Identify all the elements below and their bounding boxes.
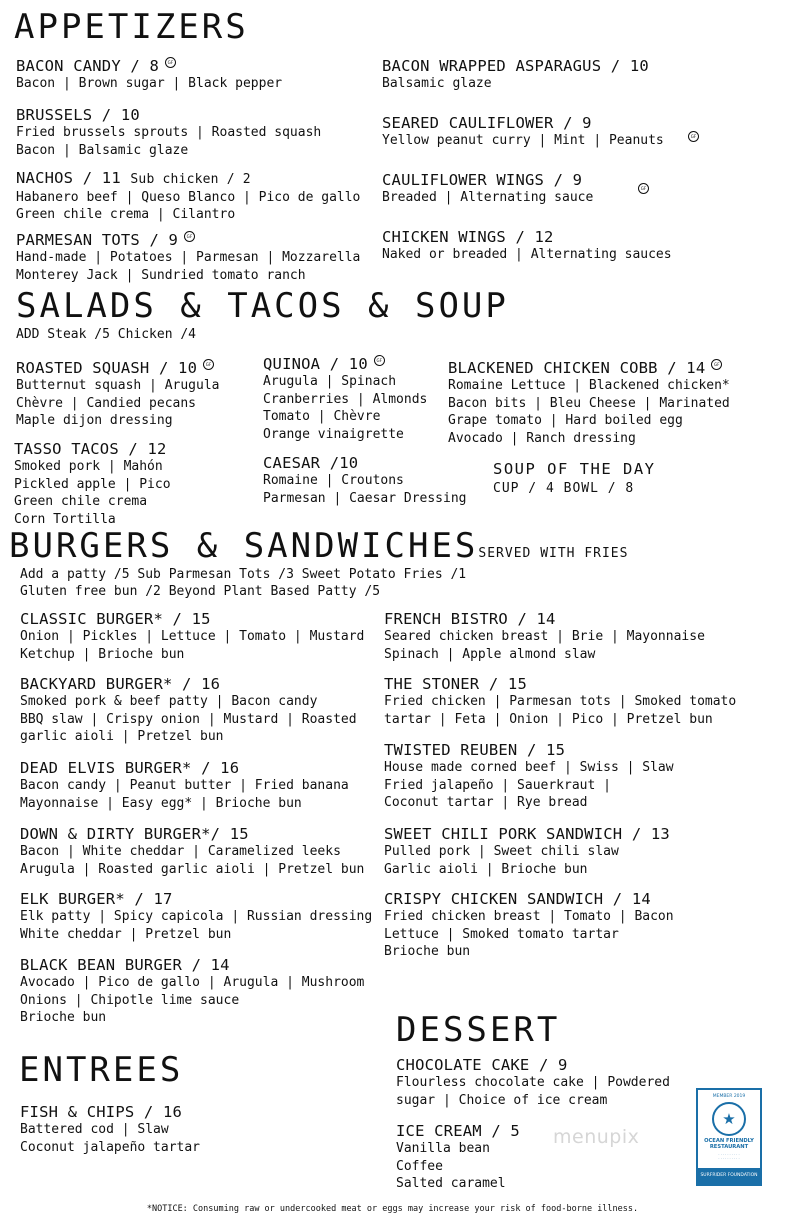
menu-item-roasted-squash	[16, 359, 220, 430]
item-desc: Coffee	[396, 1158, 443, 1174]
item-extra: Sub chicken / 2	[130, 172, 251, 187]
item-desc: Grape tomato | Hard boiled egg	[448, 413, 683, 428]
item-desc: Lettuce | Smoked tomato tartar	[384, 926, 619, 942]
item-desc: Bacon | Brown sugar | Black pepper	[16, 76, 283, 91]
item-desc: garlic aioli | Pretzel bun	[20, 729, 224, 744]
item-desc: Chèvre | Candied pecans	[16, 395, 197, 411]
item-desc: sugar | Choice of ice cream	[396, 1092, 608, 1108]
menupix-watermark: menupix	[553, 1126, 640, 1148]
item-desc: Cranberries | Almonds	[263, 391, 428, 407]
item-name: BLACKENED CHICKEN COBB / 14 GF	[448, 359, 730, 377]
item-desc: Orange vinaigrette	[263, 426, 404, 442]
item-name: BACON WRAPPED ASPARAGUS / 10	[382, 57, 649, 75]
item-desc: Corn Tortilla	[14, 511, 116, 527]
item-desc: Seared chicken breast | Brie | Mayonnaise	[384, 629, 705, 644]
item-desc: Onion | Pickles | Lettuce | Tomato | Mustard	[20, 629, 365, 644]
badge-title-line2: RESTAURANT	[709, 1144, 749, 1150]
gluten-free-icon: GF	[711, 359, 722, 370]
item-name: SWEET CHILI PORK SANDWICH / 13	[384, 825, 670, 843]
item-desc: Smoked pork | Mahón	[14, 459, 163, 474]
item-name: DOWN & DIRTY BURGER*/ 15	[20, 825, 249, 843]
item-desc: Bacon candy | Peanut butter | Fried banana	[20, 778, 349, 793]
item-name: TWISTED REUBEN / 15	[384, 741, 566, 759]
gluten-free-icon: GF	[203, 359, 214, 370]
badge-member-year: MEMBER 2019	[712, 1094, 746, 1099]
item-desc: Green chile crema	[14, 494, 148, 509]
item-desc: Salted caramel	[396, 1176, 506, 1191]
menu-item-the-stoner	[384, 675, 736, 728]
menu-item-tasso-tacos	[14, 440, 171, 528]
menu-item-caesar	[263, 454, 467, 507]
item-desc: Coconut jalapeño tartar	[20, 1139, 201, 1155]
item-name: SEARED CAULIFLOWER / 9	[382, 114, 592, 132]
menu-item-fish-and-chips	[20, 1103, 200, 1156]
section-title-appetizers: APPETIZERS	[14, 7, 249, 47]
menu-item-bacon-wrapped-asparagus	[382, 57, 649, 93]
item-name: ELK BURGER* / 17	[20, 890, 173, 908]
menu-item-quinoa	[263, 355, 427, 443]
menu-item-ice-cream	[396, 1122, 520, 1193]
item-desc: CUP / 4 BOWL / 8	[493, 481, 635, 496]
item-name: CLASSIC BURGER* / 15	[20, 610, 211, 628]
menu-item-parmesan-tots	[16, 231, 360, 284]
item-desc: Bacon | White cheddar | Caramelized leeks	[20, 844, 341, 859]
menu-item-black-bean-burger	[20, 956, 364, 1027]
item-name: CRISPY CHICKEN SANDWICH / 14	[384, 890, 651, 908]
item-desc: Elk patty | Spicy capicola | Russian dressing	[20, 909, 373, 924]
gluten-free-icon: GF	[184, 231, 195, 242]
item-desc: Arugula | Spinach	[263, 374, 397, 389]
served-with-fries-note: SERVED WITH FRIES	[478, 546, 629, 561]
item-desc: Romaine | Croutons	[263, 473, 404, 488]
item-name: CHOCOLATE CAKE / 9	[396, 1056, 568, 1074]
item-desc: Mayonnaise | Easy egg* | Brioche bun	[20, 795, 302, 811]
item-desc: Fried jalapeño | Sauerkraut |	[384, 777, 611, 793]
gluten-free-icon: GF	[688, 131, 699, 142]
section-title-burgers: BURGERS & SANDWICHESSERVED WITH FRIES	[9, 526, 629, 566]
item-name: BRUSSELS / 10	[16, 106, 140, 124]
item-desc: House made corned beef | Swiss | Slaw	[384, 760, 674, 775]
item-desc: Spinach | Apple almond slaw	[384, 646, 596, 662]
item-desc: Monterey Jack | Sundried tomato ranch	[16, 267, 306, 283]
item-desc: Fried brussels sprouts | Roasted squash	[16, 125, 322, 140]
item-desc: Yellow peanut curry | Mint | Peanuts	[382, 133, 664, 148]
menu-item-french-bistro	[384, 610, 705, 663]
ocean-friendly-restaurant-badge	[696, 1088, 762, 1186]
badge-title-line1: OCEAN FRIENDLY	[704, 1138, 754, 1144]
item-desc: Breaded | Alternating sauce	[382, 190, 594, 205]
section-title-salads: SALADS & TACOS & SOUP	[16, 286, 509, 326]
item-name: CHICKEN WINGS / 12	[382, 228, 554, 246]
item-name: QUINOA / 10 GF	[263, 355, 427, 373]
menu-item-elk-burger	[20, 890, 372, 943]
menu-item-seared-cauliflower	[382, 114, 664, 150]
item-desc: Pickled apple | Pico	[14, 476, 171, 492]
menu-item-chicken-wings	[382, 228, 672, 264]
menu-item-nachos	[16, 169, 360, 224]
burgers-addons-line1: Add a patty /5 Sub Parmesan Tots /3 Sweet Potato Fries /1	[20, 567, 467, 582]
gluten-free-icon: GF	[165, 57, 176, 68]
item-desc: Romaine Lettuce | Blackened chicken*	[448, 378, 730, 393]
badge-footer: SURFRIDER FOUNDATION	[698, 1168, 760, 1184]
item-desc: tartar | Feta | Onion | Pico | Pretzel bun	[384, 711, 713, 727]
menu-item-cauliflower-wings	[382, 171, 593, 207]
item-desc: Flourless chocolate cake | Powdered	[396, 1075, 670, 1090]
menu-item-sweet-chili-pork-sandwich	[384, 825, 670, 878]
item-desc: Vanilla bean	[396, 1141, 490, 1156]
menu-item-down-dirty-burger	[20, 825, 364, 878]
gluten-free-icon: GF	[638, 183, 649, 194]
item-desc: Green chile crema | Cilantro	[16, 207, 236, 222]
menu-item-brussels	[16, 106, 321, 159]
item-desc: Pulled pork | Sweet chili slaw	[384, 844, 619, 859]
section-title-dessert: DESSERT	[396, 1010, 561, 1050]
item-name: NACHOS / 11 Sub chicken / 2	[16, 169, 251, 187]
fork-knife-icon: ★	[712, 1102, 746, 1136]
item-desc: Bacon | Balsamic glaze	[16, 142, 189, 158]
item-name: CAESAR /10	[263, 454, 359, 472]
menu-item-dead-elvis-burger	[20, 759, 349, 812]
item-name: SOUP OF THE DAY	[493, 460, 656, 478]
menu-item-crispy-chicken-sandwich	[384, 890, 674, 961]
salads-addons: ADD Steak /5 Chicken /4	[16, 327, 197, 342]
menu-item-bacon-candy	[16, 57, 282, 93]
food-safety-notice: *NOTICE: Consuming raw or undercooked meat or eggs may increase your risk of food-borne illness.	[146, 1204, 639, 1214]
item-desc: Brioche bun	[384, 944, 471, 959]
item-desc: Fried chicken | Parmesan tots | Smoked tomato	[384, 694, 737, 709]
item-desc: Naked or breaded | Alternating sauces	[382, 247, 672, 262]
item-name: BLACK BEAN BURGER / 14	[20, 956, 230, 974]
item-desc: Battered cod | Slaw	[20, 1122, 169, 1137]
item-name: DEAD ELVIS BURGER* / 16	[20, 759, 240, 777]
item-desc: Brioche bun	[20, 1010, 107, 1025]
item-desc: Onions | Chipotle lime sauce	[20, 992, 240, 1008]
item-desc: Parmesan | Caesar Dressing	[263, 490, 467, 506]
item-name: ICE CREAM / 5	[396, 1122, 520, 1140]
item-desc: Butternut squash | Arugula	[16, 378, 220, 393]
item-desc: Avocado | Pico de gallo | Arugula | Mushroom	[20, 975, 365, 990]
item-name: THE STONER / 15	[384, 675, 527, 693]
item-name: FISH & CHIPS / 16	[20, 1103, 183, 1121]
menu-item-backyard-burger	[20, 675, 357, 746]
item-desc: Balsamic glaze	[382, 76, 492, 91]
item-desc: Habanero beef | Queso Blanco | Pico de gallo	[16, 189, 361, 205]
item-name: ROASTED SQUASH / 10 GF	[16, 359, 220, 377]
badge-fine-print: · · · · · · · · · · · · · · · · · · · ·	[718, 1153, 740, 1161]
item-desc: Maple dijon dressing	[16, 413, 173, 428]
menu-item-blackened-chicken-cobb	[448, 359, 730, 447]
menu-item-twisted-reuben	[384, 741, 674, 812]
item-desc: Fried chicken breast | Tomato | Bacon	[384, 909, 674, 924]
item-name: TASSO TACOS / 12	[14, 440, 167, 458]
section-title-entrees: ENTREES	[19, 1050, 184, 1090]
item-desc: Bacon bits | Bleu Cheese | Marinated	[448, 395, 730, 411]
item-desc: White cheddar | Pretzel bun	[20, 926, 232, 942]
item-desc: Arugula | Roasted garlic aioli | Pretzel bun	[20, 861, 365, 877]
item-desc: Tomato | Chèvre	[263, 409, 381, 424]
item-desc: BBQ slaw | Crispy onion | Mustard | Roasted	[20, 711, 357, 727]
item-name: CAULIFLOWER WINGS / 9	[382, 171, 583, 189]
menu-item-classic-burger	[20, 610, 364, 663]
menu-item-chocolate-cake	[396, 1056, 670, 1109]
item-desc: Ketchup | Brioche bun	[20, 646, 185, 662]
menu-item-soup-of-the-day	[493, 460, 655, 498]
item-name: PARMESAN TOTS / 9 GF	[16, 231, 360, 249]
gluten-free-icon: GF	[374, 355, 385, 366]
item-desc: Avocado | Ranch dressing	[448, 430, 636, 446]
item-name: FRENCH BISTRO / 14	[384, 610, 556, 628]
item-name: BACON CANDY / 8 GF	[16, 57, 282, 75]
item-desc: Smoked pork & beef patty | Bacon candy	[20, 694, 318, 709]
item-desc: Garlic aioli | Brioche bun	[384, 861, 588, 877]
item-desc: Coconut tartar | Rye bread	[384, 795, 588, 810]
item-desc: Hand-made | Potatoes | Parmesan | Mozzarella	[16, 250, 361, 265]
burgers-addons-line2: Gluten free bun /2 Beyond Plant Based Patty /5	[20, 584, 381, 599]
item-name: BACKYARD BURGER* / 16	[20, 675, 221, 693]
